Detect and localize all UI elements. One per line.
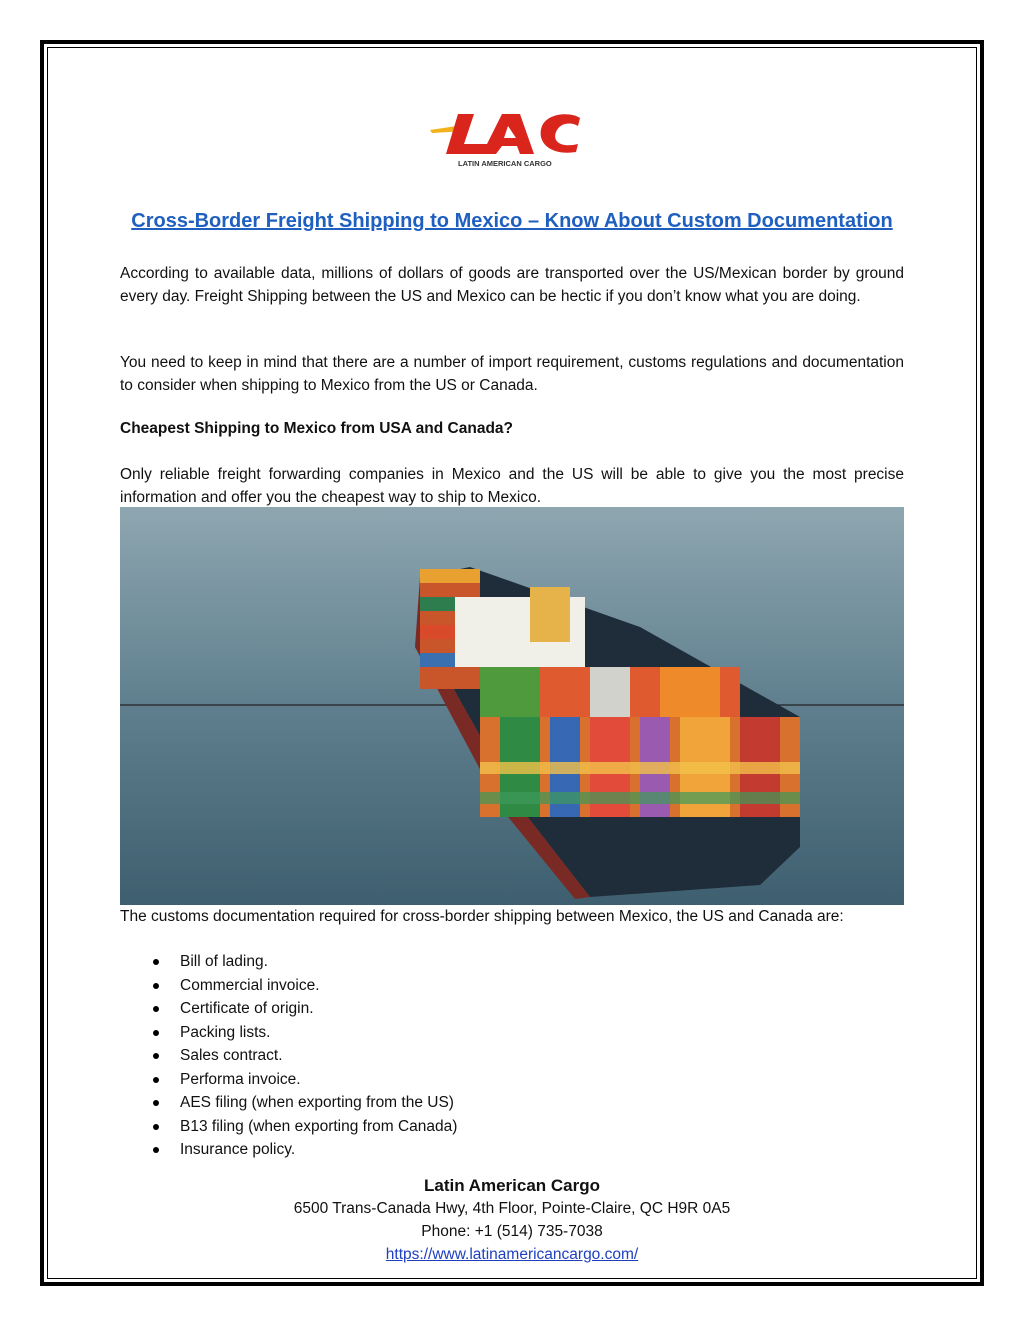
requirements-paragraph: You need to keep in mind that there are a number of import requirement, customs regulations and documentation to consider when shipping to Mexico from the US or Canada.	[120, 354, 904, 394]
footer	[120, 1174, 904, 1266]
list-item: Certificate of origin.	[120, 997, 457, 1021]
list-item: Commercial invoice.	[120, 974, 457, 998]
footer-company: Latin American Cargo	[423, 1176, 601, 1195]
list-item: AES filing (when exporting from the US)	[120, 1091, 457, 1115]
list-item: Sales contract.	[120, 1044, 457, 1068]
list-item: Packing lists.	[120, 1021, 457, 1045]
list-item: Performa invoice.	[120, 1068, 457, 1092]
container-ship-photo	[120, 507, 904, 905]
section-heading: Cheapest Shipping to Mexico from USA and Canada?	[120, 420, 513, 437]
website-link[interactable]: https://www.latinamericancargo.com/	[385, 1246, 639, 1263]
lac-logo	[430, 104, 590, 170]
intro-paragraph: According to available data, millions of dollars of goods are transported over the US/Mexican border by ground every day. Freight Shipping between the US and Mexico can be hectic if you don’t know what you are doing.	[120, 265, 904, 305]
svg-text:LATIN AMERICAN CARGO: LATIN AMERICAN CARGO	[458, 159, 552, 168]
list-item: B13 filing (when exporting from Canada)	[120, 1115, 457, 1139]
list-item: Insurance policy.	[120, 1138, 457, 1162]
footer-address: 6500 Trans-Canada Hwy, 4th Floor, Pointe-Claire, QC H9R 0A5	[293, 1200, 731, 1217]
page-title: Cross-Border Freight Shipping to Mexico – Know About Custom Documentation	[131, 210, 893, 232]
documents-list	[120, 950, 457, 1162]
documentation-intro: The customs documentation required for cross-border shipping between Mexico, the US and Canada are:	[120, 908, 844, 925]
footer-phone: Phone: +1 (514) 735-7038	[421, 1223, 603, 1240]
list-item: Bill of lading.	[120, 950, 457, 974]
forwarders-paragraph: Only reliable freight forwarding companies in Mexico and the US will be able to give you the most precise information and offer you the cheapest way to ship to Mexico.	[120, 466, 904, 506]
